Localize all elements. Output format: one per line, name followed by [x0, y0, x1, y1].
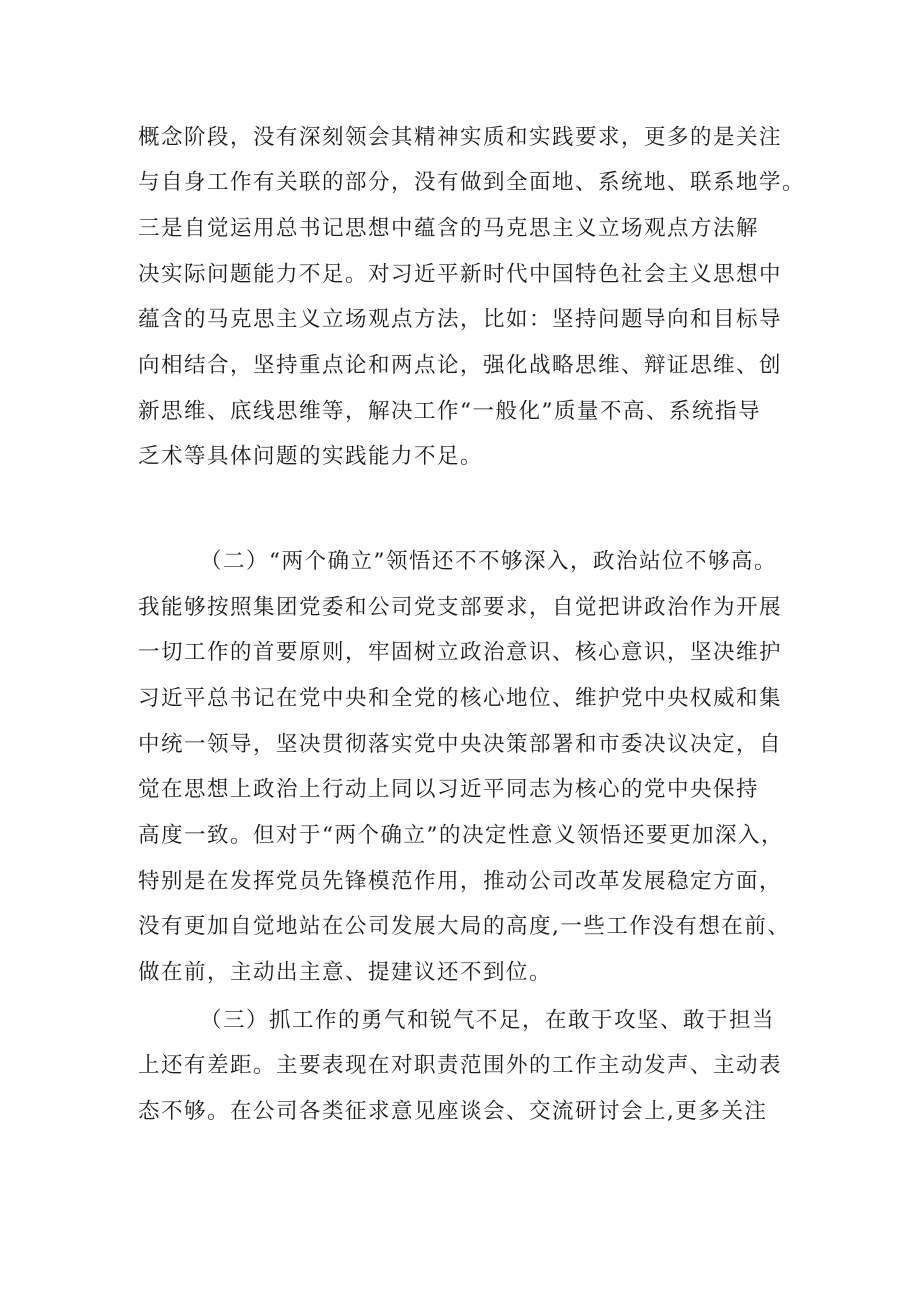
- text-line-16: 特别是在发挥党员先锋模范作用，推动公司改革发展稳定方面，: [138, 869, 783, 894]
- text-line-13: 中统一领导，坚决贯彻落实党中央决策部署和市委决议决定，自: [138, 732, 783, 757]
- text-line-21: 态不够。在公司各类征求意见座谈会、交流研讨会上,更多关注: [138, 1099, 768, 1124]
- text-line-11: 一切工作的首要原则，牢固树立政治意识、核心意识，坚决维护: [138, 640, 783, 665]
- section-heading-3: （三）抓工作的勇气和锐气不足，在敢于攻坚、敢于担当: [200, 1008, 776, 1033]
- text-line-3: 三是自觉运用总书记思想中蕴含的马克思主义立场观点方法解: [138, 216, 760, 241]
- section-heading-2: （二）“两个确立”领悟还不不够深入，政治站位不够高。: [200, 549, 777, 574]
- text-line-18: 做在前，主动出主意、提建议还不到位。: [138, 960, 553, 985]
- text-line-15: 高度一致。但对于“两个确立”的决定性意义领悟还要更加深入，: [138, 823, 784, 848]
- text-line-6: 向相结合，坚持重点论和两点论，强化战略思维、辩证思维、创: [138, 353, 783, 378]
- text-line-5: 蕴含的马克思主义立场观点方法，比如：坚持问题导向和目标导: [138, 307, 783, 332]
- text-line-7: 新思维、底线思维等，解决工作“一般化”质量不高、系统指导: [138, 399, 761, 424]
- text-line-10: 我能够按照集团党委和公司党支部要求，自觉把讲政治作为开展: [138, 595, 783, 620]
- text-line-17: 没有更加自觉地站在公司发展大局的高度,一些工作没有想在前、: [138, 914, 791, 939]
- text-line-4: 决实际问题能力不足。对习近平新时代中国特色社会主义思想中: [138, 262, 783, 287]
- text-line-14: 觉在思想上政治上行动上同以习近平同志为核心的党中央保持: [138, 777, 760, 802]
- text-line-1: 概念阶段，没有深刻领会其精神实质和实践要求，更多的是关注: [138, 125, 783, 150]
- text-line-8: 乏术等具体问题的实践能力不足。: [138, 444, 484, 469]
- text-line-12: 习近平总书记在党中央和全党的核心地位、维护党中央权威和集: [138, 686, 783, 711]
- text-line-2: 与自身工作有关联的部分，没有做到全面地、系统地、联系地学。: [138, 170, 806, 195]
- text-line-20: 上还有差距。主要表现在对职责范围外的工作主动发声、主动表: [138, 1053, 783, 1078]
